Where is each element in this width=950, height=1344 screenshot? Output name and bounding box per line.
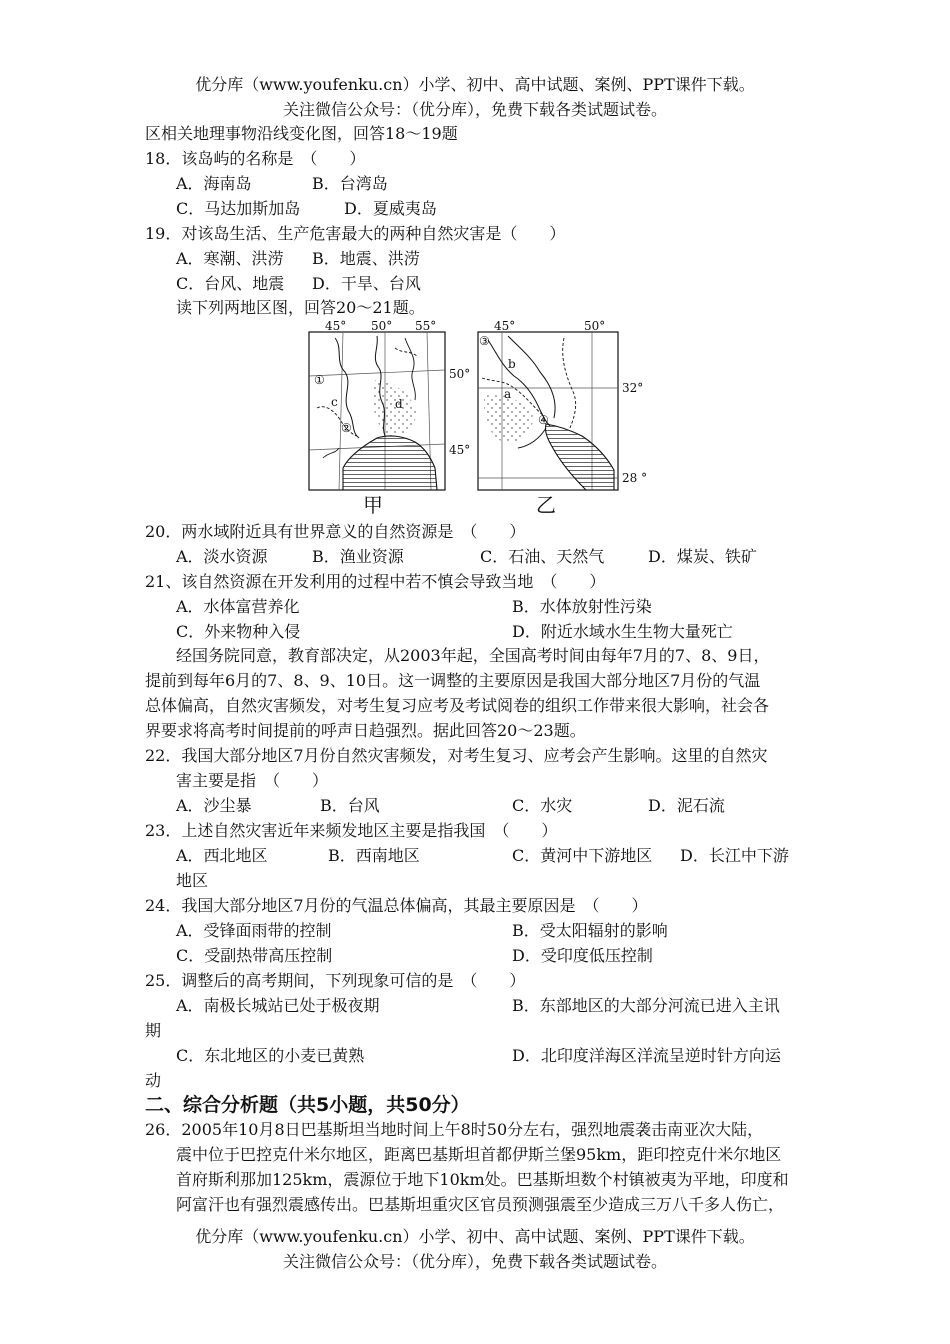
q25-stem: 25．调整后的高考期间，下列现象可信的是 （ ） xyxy=(145,971,526,990)
passage-line-1: 经国务院同意，教育部决定，从2003年起，全国高考时间由每年7月的7、8、9日， xyxy=(176,646,770,665)
q25-option-b: B．东部地区的大部分河流已进入主讯 xyxy=(512,996,780,1015)
map-jia-drawing xyxy=(305,318,475,523)
q24-option-d: D．受印度低压控制 xyxy=(512,946,653,965)
section-2-heading: 二、综合分析题（共5小题，共50分） xyxy=(145,1094,470,1116)
map-yi-lon-50: 50° xyxy=(584,319,606,333)
map-jia-lon-45: 45° xyxy=(325,319,347,333)
map-jia-lon-55: 55° xyxy=(415,319,437,333)
q23-stem: 23．上述自然灾害近年来频发地区主要是指我国 （ ） xyxy=(145,821,558,840)
q25-option-c: C．东北地区的小麦已黄熟 xyxy=(176,1046,365,1065)
footer-line-1: 优分库（www.youfenku.cn）小学、初中、高中试题、案例、PPT课件下载。 xyxy=(195,1227,755,1246)
map-yi xyxy=(474,318,654,523)
q22-stem-2: 害主要是指 （ ） xyxy=(176,771,329,790)
q20-option-d: D．煤炭、铁矿 xyxy=(648,547,757,566)
q23-option-a: A．西北地区 xyxy=(176,846,268,865)
q20-option-c: C．石油、天然气 xyxy=(480,547,605,566)
q23-option-d-cont: 地区 xyxy=(176,871,209,890)
map-yi-lat-32: 32° xyxy=(622,381,644,395)
map-jia-lat-50: 50° xyxy=(449,367,471,381)
q21-option-b: B．水体放射性污染 xyxy=(512,597,652,616)
map-jia-lon-50: 50° xyxy=(371,319,393,333)
map-jia xyxy=(305,318,475,523)
q22-option-c: C．水灾 xyxy=(512,796,573,815)
header-line-2: 关注微信公众号：（优分库），免费下载各类试题试卷。 xyxy=(282,100,667,119)
q25-option-b-cont: 期 xyxy=(145,1021,162,1040)
map-jia-letter-d: d xyxy=(395,397,403,411)
map-yi-drawing xyxy=(474,318,654,523)
q19-option-b: B．地震、洪涝 xyxy=(312,249,420,268)
passage-line-2: 提前到每年6月的7、8、9、10日。这一调整的主要原因是我国大部分地区7月份的气温 xyxy=(145,671,761,690)
q19-option-c: C．台风、地震 xyxy=(176,274,285,293)
q25-option-d-cont: 动 xyxy=(145,1071,162,1090)
map-jia-caption: 甲 xyxy=(363,493,383,517)
q21-option-d: D．附近水域水生生物大量死亡 xyxy=(512,622,733,641)
q26-line-3: 首府斯利那加125km，震源位于地下10km处。巴基斯坦数个村镇被夷为平地，印度和 xyxy=(176,1170,789,1189)
q25-option-d: D．北印度洋海区洋流呈逆时针方向运 xyxy=(512,1046,781,1065)
map-yi-lon-45: 45° xyxy=(494,319,516,333)
q22-option-d: D．泥石流 xyxy=(648,796,725,815)
intro-18-19: 区相关地理事物沿线变化图，回答18～19题 xyxy=(145,124,458,143)
q24-option-a: A．受锋面雨带的控制 xyxy=(176,921,332,940)
map-jia-lat-45: 45° xyxy=(449,443,471,457)
map-jia-marker-2: ② xyxy=(341,421,352,435)
intro-20-21: 读下列两地区图，回答20～21题。 xyxy=(176,298,425,317)
q21-option-c: C．外来物种入侵 xyxy=(176,622,301,641)
q26-line-1: 26．2005年10月8日巴基斯坦当地时间上午8时50分左右，强烈地震袭击南亚次大陆， xyxy=(145,1120,764,1139)
map-yi-marker-4: ④ xyxy=(538,413,549,427)
q24-option-c: C．受副热带高压控制 xyxy=(176,946,333,965)
q20-option-a: A．淡水资源 xyxy=(176,547,268,566)
map-yi-letter-a: a xyxy=(504,387,512,401)
q26-line-4: 阿富汗也有强烈震感传出。巴基斯坦重灾区官员预测强震至少造成三万八千多人伤亡， xyxy=(176,1195,785,1214)
q20-stem: 20．两水域附近具有世界意义的自然资源是 （ ） xyxy=(145,522,526,541)
q18-option-b: B．台湾岛 xyxy=(312,174,388,193)
q18-option-d: D．夏威夷岛 xyxy=(344,199,437,218)
map-jia-sea xyxy=(343,436,437,490)
q18-option-a: A．海南岛 xyxy=(176,174,252,193)
q18-option-c: C．马达加斯加岛 xyxy=(176,199,301,218)
q22-option-a: A．沙尘暴 xyxy=(176,796,252,815)
q24-option-b: B．受太阳辐射的影响 xyxy=(512,921,668,940)
q22-option-b: B．台风 xyxy=(320,796,380,815)
map-yi-letter-b: b xyxy=(508,357,516,371)
q21-option-a: A．水体富营养化 xyxy=(176,597,300,616)
q19-option-d: D．干旱、台风 xyxy=(312,274,421,293)
footer-line-2: 关注微信公众号：（优分库），免费下载各类试题试卷。 xyxy=(282,1252,667,1271)
q24-stem: 24．我国大部分地区7月份的气温总体偏高，其最主要原因是 （ ） xyxy=(145,896,648,915)
q18-stem: 18．该岛屿的名称是 （ ） xyxy=(145,149,366,168)
map-yi-gulf xyxy=(545,424,614,490)
header-line-1: 优分库（www.youfenku.cn）小学、初中、高中试题、案例、PPT课件下载。 xyxy=(195,75,755,94)
q22-stem-1: 22．我国大部分地区7月份自然灾害频发，对考生复习、应考会产生影响。这里的自然灾 xyxy=(145,746,768,765)
map-yi-marker-3: ③ xyxy=(479,334,490,348)
map-yi-lat-28: 28 ° xyxy=(622,471,648,485)
map-yi-caption: 乙 xyxy=(536,493,556,517)
passage-line-4: 界要求将高考时间提前的呼声日趋强烈。据此回答20～23题。 xyxy=(145,721,586,740)
q21-stem: 21、该自然资源在开发利用的过程中若不慎会导致当地 （ ） xyxy=(145,572,606,591)
q23-option-c: C．黄河中下游地区 xyxy=(512,846,653,865)
map-jia-marker-1: ① xyxy=(314,373,325,387)
q23-option-b: B．西南地区 xyxy=(328,846,420,865)
q19-option-a: A．寒潮、洪涝 xyxy=(176,249,284,268)
map-jia-letter-c: c xyxy=(331,395,338,409)
q20-option-b: B．渔业资源 xyxy=(312,547,404,566)
q19-stem: 19．对该岛生活、生产危害最大的两种自然灾害是（ ） xyxy=(145,224,566,243)
passage-line-3: 总体偏高，自然灾害频发，对考生复习应考及考试阅卷的组织工作带来很大影响，社会各 xyxy=(145,696,770,715)
q25-option-a: A．南极长城站已处于极夜期 xyxy=(176,996,380,1015)
q26-line-2: 震中位于巴控克什米尔地区，距离巴基斯坦首都伊斯兰堡95km，距印控克什米尔地区 xyxy=(176,1145,782,1164)
q23-option-d: D．长江中下游 xyxy=(680,846,789,865)
